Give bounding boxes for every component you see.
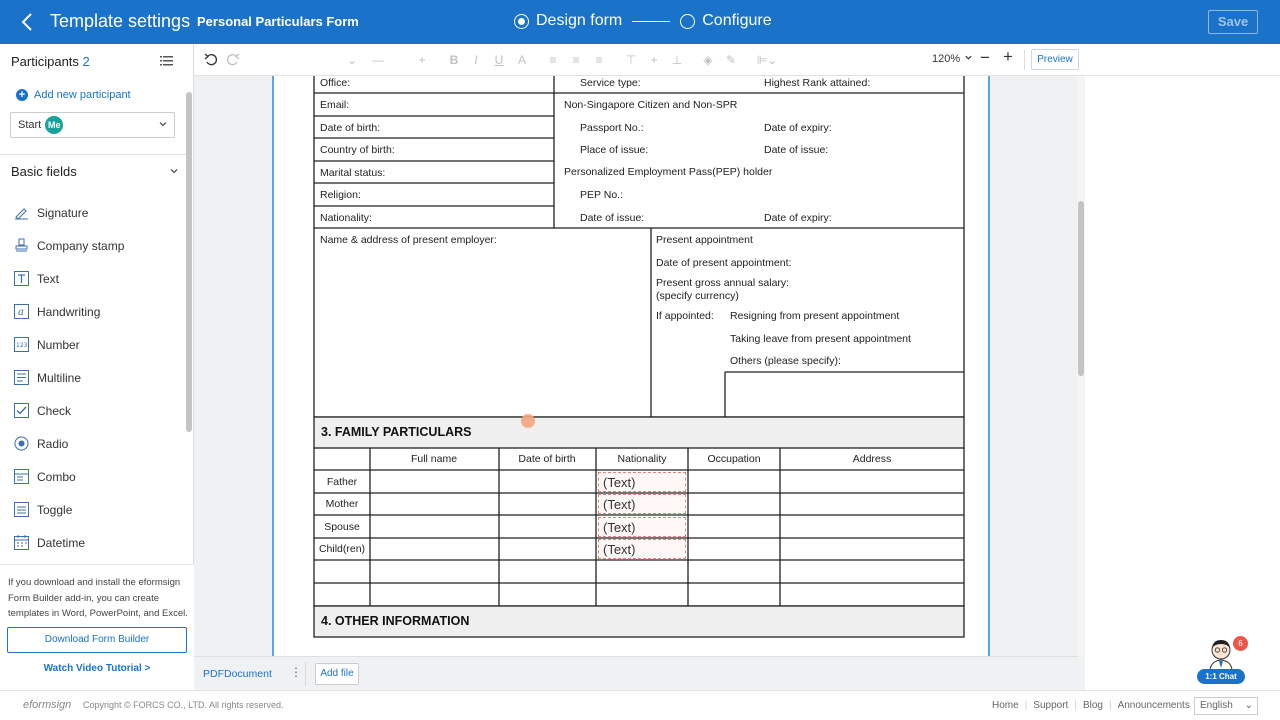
editor-toolbar <box>194 44 1280 76</box>
language-select[interactable] <box>1194 697 1258 715</box>
chevron-down-icon: ⌄ <box>1244 700 1253 711</box>
service-type-label: Service type: <box>580 77 641 89</box>
watch-video-link[interactable]: Watch Video Tutorial > <box>43 663 151 674</box>
align-right-icon[interactable]: ≡ <box>595 53 603 67</box>
field-label: Datetime <box>37 535 86 550</box>
footer-separator: | <box>1074 700 1077 711</box>
gross-salary-label: Present gross annual salary: <box>656 277 790 289</box>
step-indicator <box>514 12 772 30</box>
font-size-decrease-icon[interactable]: — <box>372 53 384 67</box>
border-style-icon[interactable]: ⊫⌄ <box>756 53 778 67</box>
app-header <box>0 0 1280 44</box>
more-options-icon[interactable]: ⋮ <box>290 665 302 679</box>
mother-nationality-text-field[interactable]: (Text) <box>598 494 686 514</box>
step-connector <box>632 21 670 22</box>
align-center-icon[interactable]: ≡ <box>572 53 580 67</box>
currency-label: (specify currency) <box>656 290 739 302</box>
if-appointed-label: If appointed: <box>656 310 714 322</box>
field-check[interactable] <box>14 394 124 427</box>
col-full-name: Full name <box>410 453 458 465</box>
zoom-value: 120% <box>932 53 961 65</box>
form-builder-promo <box>0 564 194 690</box>
highest-rank-label: Highest Rank attained: <box>764 77 871 89</box>
field-handwriting[interactable] <box>14 295 124 328</box>
start-label: Start <box>18 119 42 131</box>
footer-link-support[interactable]: Support <box>1033 700 1069 711</box>
marital-status-label: Marital status: <box>320 167 386 179</box>
handwriting-icon <box>14 304 29 319</box>
children-nationality-text-field[interactable]: (Text) <box>598 539 686 559</box>
properties-panel <box>1085 76 1280 690</box>
email-label: Email: <box>320 99 350 111</box>
number-icon <box>14 337 29 352</box>
datetime-icon <box>14 535 29 550</box>
zoom-out-button[interactable]: − <box>980 48 990 67</box>
footer-link-home[interactable]: Home <box>992 700 1019 711</box>
field-list <box>14 196 124 559</box>
office-label: Office: <box>320 77 351 89</box>
present-appointment-label: Present appointment <box>656 234 753 246</box>
country-of-birth-label: Country of birth: <box>320 144 395 156</box>
row-spouse: Spouse <box>324 521 360 533</box>
download-form-builder-button[interactable]: Download Form Builder <box>7 627 187 653</box>
divider <box>0 154 186 155</box>
employer-label: Name & address of present employer: <box>320 234 497 246</box>
col-nationality: Nationality <box>617 453 667 465</box>
row-mother: Mother <box>325 498 359 510</box>
chat-widget[interactable] <box>1197 636 1245 686</box>
field-label: Radio <box>37 436 69 451</box>
field-label: Combo <box>37 469 76 484</box>
footer-separator: | <box>1024 700 1028 711</box>
combo-icon <box>14 469 29 484</box>
redo-icon[interactable] <box>225 52 241 68</box>
field-label: Text <box>37 271 60 286</box>
border-color-icon[interactable]: ✎ <box>725 53 737 67</box>
field-label: Number <box>37 337 80 352</box>
zoom-select[interactable] <box>932 53 973 65</box>
font-size-increase-icon[interactable]: + <box>418 53 426 67</box>
father-nationality-text-field[interactable]: (Text) <box>598 472 686 492</box>
canvas-scrollbar[interactable] <box>1077 76 1085 656</box>
date-appointment-label: Date of present appointment: <box>656 257 792 269</box>
field-radio[interactable] <box>14 427 124 460</box>
footer-links <box>992 700 1190 711</box>
footer-separator: | <box>1108 700 1112 711</box>
eformsign-logo: eformsign <box>23 699 72 711</box>
chat-notification-badge: 6 <box>1233 636 1248 651</box>
copyright-text: Copyright © FORCS CO., LTD. All rights reserved. <box>83 700 284 710</box>
field-label: Signature <box>37 205 89 220</box>
pep-expiry-label: Date of expiry: <box>764 212 832 224</box>
participants-heading <box>11 54 90 69</box>
add-participant-button[interactable] <box>16 89 131 101</box>
align-left-icon[interactable]: ≡ <box>549 53 557 67</box>
field-label: Toggle <box>37 502 73 517</box>
radio-selected-icon <box>514 14 529 29</box>
col-dob: Date of birth <box>518 453 576 465</box>
radio-empty-icon <box>680 14 695 29</box>
passport-no-label: Passport No.: <box>580 122 644 134</box>
field-signature[interactable] <box>14 196 124 229</box>
list-icon[interactable] <box>160 54 173 72</box>
tab-divider <box>305 662 306 686</box>
place-of-issue-label: Place of issue: <box>580 144 649 156</box>
svg-text:123: 123 <box>16 342 28 349</box>
religion-label: Religion: <box>320 189 361 201</box>
field-label: Check <box>37 403 72 418</box>
step-configure[interactable] <box>680 12 771 30</box>
canvas-scroll-thumb[interactable] <box>1078 201 1084 376</box>
field-label: Multiline <box>37 370 82 385</box>
form-page-svg <box>274 76 988 656</box>
me-badge: Me <box>45 116 63 134</box>
basic-fields-header[interactable] <box>11 164 179 179</box>
participants-label: Participants <box>11 54 79 69</box>
sidebar-scrollbar[interactable] <box>186 92 192 432</box>
footer-link-blog[interactable]: Blog <box>1082 700 1103 711</box>
chevron-down-icon <box>169 164 179 179</box>
back-arrow-icon[interactable] <box>16 10 40 34</box>
chevron-down-icon <box>964 53 973 65</box>
footer-link-announcements[interactable]: Announcements <box>1117 700 1190 711</box>
company-stamp-icon <box>14 238 29 253</box>
language-value: English <box>1200 700 1233 711</box>
document-tab-bar <box>194 656 1078 690</box>
col-address: Address <box>852 453 892 465</box>
align-bottom-icon[interactable]: ⊥ <box>671 53 683 67</box>
toolbar-divider <box>1024 50 1025 70</box>
promo-note: If you download and install the eformsign Form Builder add-in, you can create templates in Word, PowerPoint, and Excel. <box>8 577 188 619</box>
pep-holder-label: Personalized Employment Pass(PEP) holder <box>564 166 773 178</box>
add-file-button[interactable]: Add file <box>315 663 359 685</box>
taking-leave-label: Taking leave from present appointment <box>730 333 911 345</box>
underline-icon[interactable]: U <box>494 53 504 67</box>
font-chevron-icon[interactable]: ⌄ <box>346 53 358 67</box>
font-color-icon[interactable]: A <box>517 53 526 67</box>
toggle-icon <box>14 502 29 517</box>
text-icon <box>14 271 29 286</box>
save-button[interactable]: Save <box>1208 10 1258 34</box>
chevron-down-icon <box>158 119 168 132</box>
others-label: Others (please specify): <box>730 355 841 367</box>
footer <box>0 690 1280 720</box>
signature-icon <box>14 205 29 220</box>
field-label: Company stamp <box>37 238 125 253</box>
multiline-icon <box>14 370 29 385</box>
col-occupation: Occupation <box>707 453 761 465</box>
field-label: Handwriting <box>37 304 101 319</box>
document-canvas <box>194 76 1078 656</box>
sidebar <box>0 44 194 690</box>
check-icon <box>14 403 29 418</box>
zoom-in-button[interactable]: + <box>1003 47 1013 66</box>
field-company-stamp[interactable] <box>14 229 124 262</box>
family-heading: 3. FAMILY PARTICULARS <box>321 425 472 439</box>
mouse-cursor-highlight <box>521 414 535 428</box>
resigning-label: Resigning from present appointment <box>730 310 900 322</box>
italic-icon[interactable]: I <box>474 53 478 67</box>
plus-circle-icon: + <box>16 89 28 101</box>
undo-icon[interactable] <box>203 52 219 68</box>
nationality-label: Nationality: <box>320 212 372 224</box>
basic-fields-label: Basic fields <box>11 164 77 179</box>
app-title: Template settings <box>50 11 191 31</box>
radio-icon <box>14 436 29 451</box>
field-multiline[interactable] <box>14 361 124 394</box>
add-participant-label: Add new participant <box>34 89 131 101</box>
field-number[interactable] <box>14 328 124 361</box>
step-label: Configure <box>702 12 772 29</box>
pdf-document-tab[interactable]: PDFDocument <box>203 668 272 680</box>
dob-label: Date of birth: <box>320 122 381 134</box>
pep-issue-date-label: Date of issue: <box>580 212 645 224</box>
document-page <box>272 76 990 656</box>
chat-label: 1:1 Chat <box>1197 669 1245 684</box>
pep-no-label: PEP No.: <box>580 189 623 201</box>
step-label: Design form <box>536 12 623 29</box>
step-design-form[interactable] <box>514 12 622 30</box>
row-children: Child(ren) <box>318 543 366 555</box>
field-combo[interactable] <box>14 460 124 493</box>
align-top-icon[interactable]: ⊤ <box>625 53 637 67</box>
spouse-nationality-text-field[interactable]: (Text) <box>598 517 686 537</box>
non-citizen-label: Non-Singapore Citizen and Non-SPR <box>564 99 738 111</box>
passport-expiry-label: Date of expiry: <box>764 122 832 134</box>
align-middle-icon[interactable]: + <box>650 53 658 67</box>
field-toggle[interactable] <box>14 493 124 526</box>
row-father: Father <box>326 476 358 488</box>
field-datetime[interactable] <box>14 526 124 559</box>
preview-button[interactable]: Preview <box>1031 49 1079 70</box>
fill-color-icon[interactable]: ◈ <box>703 53 713 67</box>
svg-text:a: a <box>18 307 24 318</box>
bold-icon[interactable]: B <box>449 53 459 67</box>
other-info-heading: 4. OTHER INFORMATION <box>321 614 470 628</box>
participants-count: 2 <box>82 54 90 69</box>
start-participant-select[interactable] <box>10 112 175 138</box>
document-title: Personal Particulars Form <box>197 14 359 29</box>
field-text[interactable] <box>14 262 124 295</box>
passport-issue-date-label: Date of issue: <box>764 144 829 156</box>
